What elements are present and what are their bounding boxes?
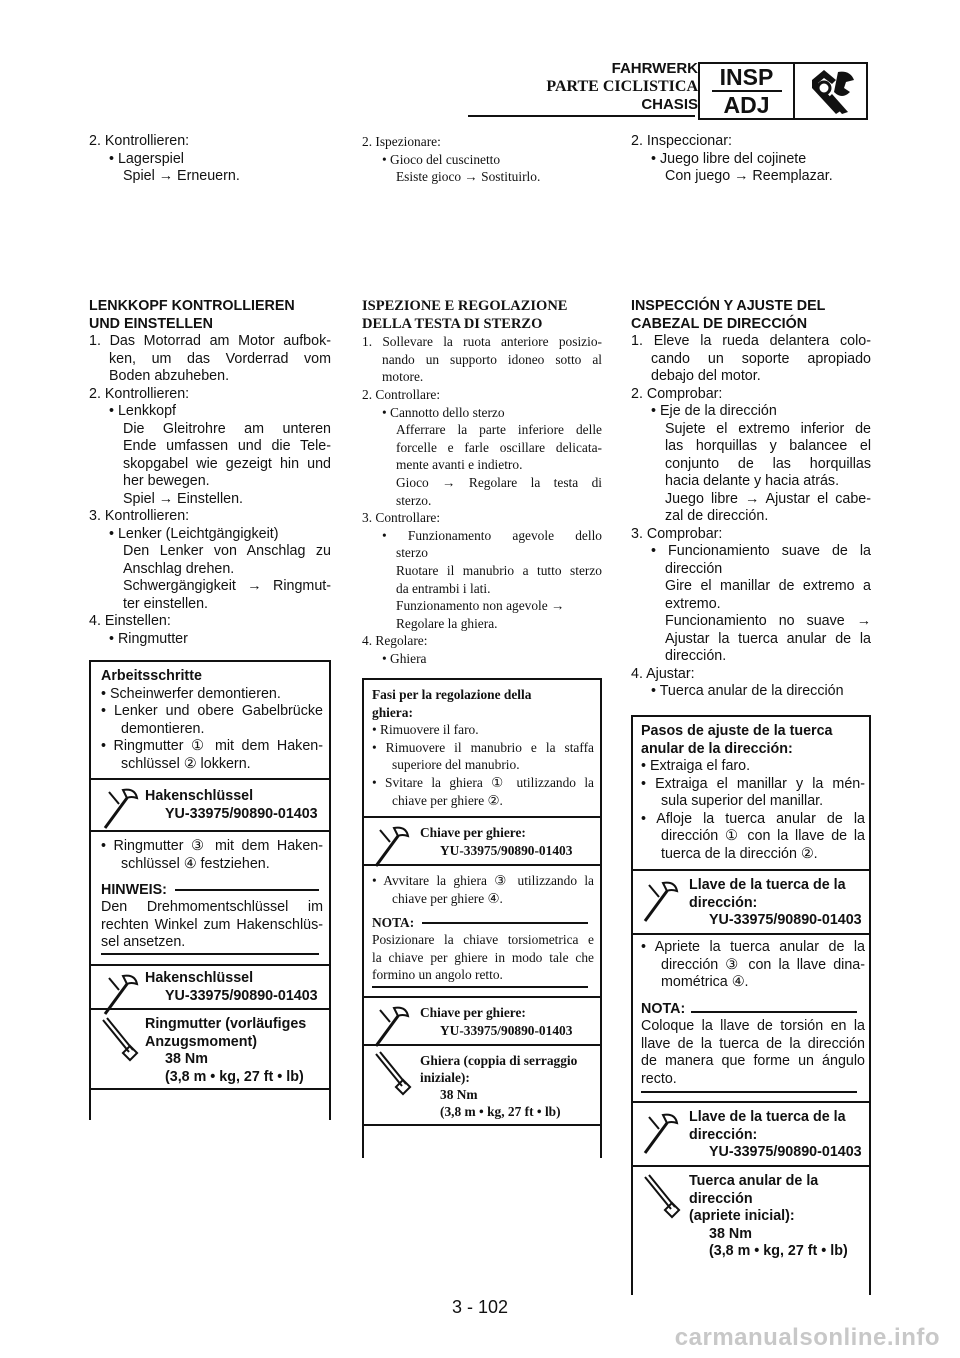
de-step: Anschlag drehen. [123, 560, 235, 577]
es-step: dirección [665, 560, 723, 577]
de-note-label: HINWEIS: [101, 882, 167, 898]
it-box-item: chiave per ghiere ②. [392, 792, 503, 808]
de-torque-name: Ringmutter (vorläufiges [145, 1016, 307, 1032]
insp-adj-badge [698, 62, 868, 120]
es-note-line: de manera que forme un ángulo [641, 1053, 865, 1069]
it-note-label: NOTA: [372, 915, 415, 930]
it-step: Funzionamento non agevole → [396, 598, 565, 614]
es-torque-value: 38 Nm [709, 1225, 752, 1242]
hook-wrench-icon [641, 877, 681, 925]
it-step: 3. Controllare: [362, 510, 441, 526]
de-tool1-code: YU-33975/90890-01403 [165, 805, 318, 822]
de-box-item: • Lenker und obere Gabelbrücke [101, 703, 323, 719]
es-step: Gire el manillar de extremo a [665, 578, 871, 594]
de-tool1-name: Hakenschlüssel [145, 788, 254, 804]
it-tool1-code: YU-33975/90890-01403 [440, 842, 573, 858]
de-step: Spiel → Einstellen. [123, 490, 243, 507]
torque-wrench-icon [372, 1050, 412, 1096]
de-step: • Lenker (Leichtgängigkeit) [109, 525, 279, 542]
es-tool1-code: YU-33975/90890-01403 [709, 912, 862, 928]
de-step: 2. Kontrollieren: [89, 385, 190, 402]
it-note-line: Posizionare la chiave torsiometrica e [372, 932, 594, 947]
it-step: • Cannotto dello sterzo [382, 404, 505, 420]
es-note-line: llave de la tuerca de la dirección [641, 1035, 865, 1052]
de-torque-value: 38 Nm [165, 1051, 208, 1067]
header-title-es: CHASIS [641, 96, 698, 113]
es-tool2-name: dirección: [689, 1126, 758, 1143]
es-note-line: Coloque la llave de torsión en la [641, 1018, 865, 1034]
es-note-line: recto. [641, 1070, 677, 1087]
de-step: ken, um das Vorderrad vom [109, 350, 331, 367]
es-note-label: NOTA: [641, 1001, 686, 1017]
it-top-block [362, 133, 602, 186]
es-tool1-name: Llave de la tuerca de la [689, 877, 846, 893]
watermark: carmanualsonline.info [674, 1324, 940, 1351]
de-top-1: 2. Kontrollieren: [89, 133, 190, 149]
it-top-1: 2. Ispezionare: [362, 134, 441, 149]
es-torque-alt: (3,8 m • kg, 27 ft • lb) [709, 1243, 848, 1259]
es-box-item: dirección ① con la llave de la [661, 828, 865, 844]
es-step: debajo del motor. [651, 368, 761, 384]
es-step: dirección. [665, 648, 727, 664]
es-step: cando un soporte apropiado [651, 350, 871, 367]
es-section [631, 298, 871, 701]
de-top-2: • Lagerspiel [109, 150, 184, 167]
de-step: skopgabel wie gezeigt hin und [123, 455, 331, 472]
de-step: Die Gleitrohre am unteren [123, 420, 331, 437]
de-step: her bewegen. [123, 473, 210, 489]
it-top-2: • Gioco del cuscinetto [382, 151, 501, 167]
hook-wrench-icon [101, 970, 141, 1018]
it-box-item2: • Avvitare la ghiera ③ utilizzando la [372, 873, 594, 888]
es-step: conjunto de las horquillas [665, 455, 871, 472]
it-note-line: formino un angolo retto. [372, 967, 503, 982]
es-torque-name: dirección [689, 1190, 753, 1207]
de-section-title-1: LENKKOPF KONTROLLIEREN [89, 298, 295, 314]
es-top-1: 2. Inspeccionar: [631, 133, 732, 149]
it-step: forcelle e farle oscillare delicata- [396, 439, 602, 455]
hook-wrench-icon [372, 1002, 412, 1050]
es-step: 4. Ajustar: [631, 665, 695, 682]
es-step: • Funcionamiento suave de la [651, 543, 871, 559]
header-title-it: PARTE CICLISTICA [546, 78, 698, 95]
it-torque-alt: (3,8 m • kg, 27 ft • lb) [440, 1104, 561, 1119]
es-box-item2: • Apriete la tuerca anular de la [641, 939, 865, 955]
it-step: sterzo [396, 545, 428, 561]
es-procedure-box [631, 715, 871, 1295]
it-box-item: • Rimuovere il faro. [372, 722, 479, 738]
it-torque-name: iniziale): [420, 1070, 470, 1085]
de-torque-name: Anzugsmoment) [145, 1033, 257, 1050]
hook-wrench-icon [372, 822, 412, 870]
it-tool2-code: YU-33975/90890-01403 [440, 1022, 573, 1038]
it-step: Gioco → Regolare la testa di [396, 474, 602, 490]
it-step: mente avanti e indietro. [396, 457, 523, 473]
it-step: Regolare la ghiera. [396, 615, 498, 631]
badge-insp: INSP [719, 64, 774, 90]
it-box-title: Fasi per la regolazione della [372, 687, 532, 702]
page-number: 3 - 102 [451, 1297, 509, 1317]
es-step: Sujete el extremo inferior de [665, 420, 871, 437]
it-tool2-name: Chiave per ghiere: [420, 1005, 526, 1020]
it-step: da entrambi i lati. [396, 580, 491, 596]
es-box-item: • Afloje la tuerca anular de la [641, 810, 865, 827]
it-step: • Funzionamento agevole dello [382, 527, 602, 543]
es-box-item: • Extraiga el faro. [641, 758, 751, 774]
it-step: 2. Controllare: [362, 386, 441, 402]
es-top-block [631, 133, 871, 186]
it-box-item: superiore del manubrio. [392, 757, 520, 773]
es-tool1-name: dirección: [689, 894, 758, 911]
de-torque-alt: (3,8 m • kg, 27 ft • lb) [165, 1068, 304, 1085]
header-title-de: FAHRWERK [611, 60, 698, 77]
es-box-item: • Extraiga el manillar y la mén- [641, 775, 865, 792]
de-step: Schwergängigkeit → Ringmut- [123, 578, 331, 594]
es-step: Ajustar la tuerca anular de la [665, 630, 871, 647]
es-section-title-2: CABEZAL DE DIRECCIÓN [631, 315, 808, 332]
de-section [89, 298, 331, 648]
de-step: Boden abzuheben. [109, 368, 230, 384]
es-top-3: Con juego → Reemplazar. [665, 168, 833, 184]
it-step: • Ghiera [382, 650, 427, 666]
it-procedure-box [362, 678, 602, 1158]
es-step: 2. Comprobar: [631, 385, 723, 402]
it-tool1-name: Chiave per ghiere: [420, 825, 526, 840]
es-step: Funcionamiento no suave → [665, 613, 871, 629]
de-step: Den Lenker von Anschlag zu [123, 543, 331, 559]
de-step: Ende umfassen und die Tele- [123, 438, 331, 454]
it-step: 4. Regolare: [362, 633, 428, 649]
de-tool2-name: Hakenschlüssel [145, 970, 254, 986]
de-box-item2: schlüssel ④ festziehen. [121, 855, 270, 872]
torque-wrench-icon [99, 1016, 139, 1062]
de-box-title: Arbeitsschritte [101, 668, 202, 684]
es-step: hacia delante y hacia atrás. [665, 473, 840, 489]
de-step: ter einstellen. [123, 595, 209, 612]
de-box-item: schlüssel ② lokkern. [121, 755, 251, 772]
de-step: • Ringmutter [109, 630, 188, 647]
it-box-title: ghiera: [372, 704, 413, 720]
es-box-item2: mométrica ④. [661, 974, 749, 990]
de-tool2-code: YU-33975/90890-01403 [165, 987, 318, 1004]
es-step: • Eje de la dirección [651, 403, 777, 419]
de-section-title-2: UND EINSTELLEN [89, 315, 213, 332]
de-box-item: • Ringmutter ① mit dem Haken- [101, 738, 323, 754]
it-section-title-2: DELLA TESTA DI STERZO [362, 315, 543, 332]
de-step: 4. Einstellen: [89, 613, 171, 629]
de-note-line: Den Drehmomentschlüssel im [101, 899, 323, 915]
es-box-title: anular de la dirección: [641, 740, 793, 757]
es-torque-name: Tuerca anular de la [689, 1173, 819, 1189]
es-torque-name: (apriete inicial): [689, 1208, 795, 1224]
it-step: motore. [382, 369, 424, 385]
it-step: Ruotare il manubrio a tutto sterzo [396, 562, 602, 578]
it-step: nando un supporto idoneo sotto al [382, 351, 602, 367]
es-step: extremo. [665, 595, 721, 612]
header-rule [468, 115, 695, 117]
it-note-line: la chiave per ghiere in modo tale che [372, 949, 594, 965]
de-step: 3. Kontrollieren: [89, 508, 190, 524]
es-top-2: • Juego libre del cojinete [651, 150, 807, 167]
it-torque-name: Ghiera (coppia di serraggio [420, 1053, 578, 1068]
it-box-item: • Rimuovere il manubrio e la staffa [372, 739, 594, 755]
hook-wrench-icon [101, 784, 141, 832]
es-box-item: sula superior del manillar. [661, 793, 824, 809]
de-note-line: sel ansetzen. [101, 934, 186, 950]
de-box-item: demontieren. [121, 720, 205, 737]
es-box-title: Pasos de ajuste de la tuerca [641, 723, 833, 739]
it-top-3: Esiste gioco → Sostituirlo. [396, 169, 541, 184]
it-torque-value: 38 Nm [440, 1087, 478, 1102]
es-step: zal de dirección. [665, 508, 769, 524]
es-tool2-code: YU-33975/90890-01403 [709, 1144, 862, 1160]
torque-wrench-icon [641, 1173, 681, 1219]
es-section-title-1: INSPECCIÓN Y AJUSTE DEL [631, 298, 826, 314]
es-step: 3. Comprobar: [631, 525, 723, 542]
it-step: sterzo. [396, 492, 432, 508]
it-section-title-1: ISPEZIONE E REGOLAZIONE [362, 298, 568, 314]
hook-wrench-icon [641, 1109, 681, 1157]
es-step: • Tuerca anular de la dirección [651, 683, 844, 699]
es-tool2-name: Llave de la tuerca de la [689, 1109, 846, 1125]
badge-adj: ADJ [723, 92, 770, 118]
es-box-item: tuerca de la dirección ②. [661, 845, 818, 862]
de-box-item2: • Ringmutter ③ mit dem Haken- [101, 838, 323, 854]
it-step: 1. Sollevare la ruota anteriore posizio- [362, 334, 602, 350]
es-step: las horquillas y balancee el [665, 438, 871, 454]
es-box-item2: dirección ③ con la llave dina- [661, 956, 865, 973]
de-step: • Lenkkopf [109, 403, 177, 419]
es-step: 1. Eleve la rueda delantera colo- [631, 333, 871, 349]
de-note-line: rechten Winkel zum Hakenschlüs- [101, 916, 323, 933]
es-step: Juego libre → Ajustar el cabe- [665, 490, 871, 507]
it-step: Afferrare la parte inferiore delle [396, 422, 602, 438]
de-top-3: Spiel → Erneuern. [123, 168, 240, 184]
de-procedure-box [89, 660, 331, 1120]
de-box-item: • Scheinwerfer demontieren. [101, 685, 281, 702]
wrench-icon [795, 64, 866, 118]
it-section [362, 298, 602, 667]
it-box-item2: chiave per ghiere ④. [392, 890, 503, 906]
de-step: 1. Das Motorrad am Motor aufbok- [89, 333, 331, 349]
section-header [546, 60, 698, 114]
it-box-item: • Svitare la ghiera ① utilizzando la [372, 774, 594, 790]
de-top-block [89, 133, 331, 186]
